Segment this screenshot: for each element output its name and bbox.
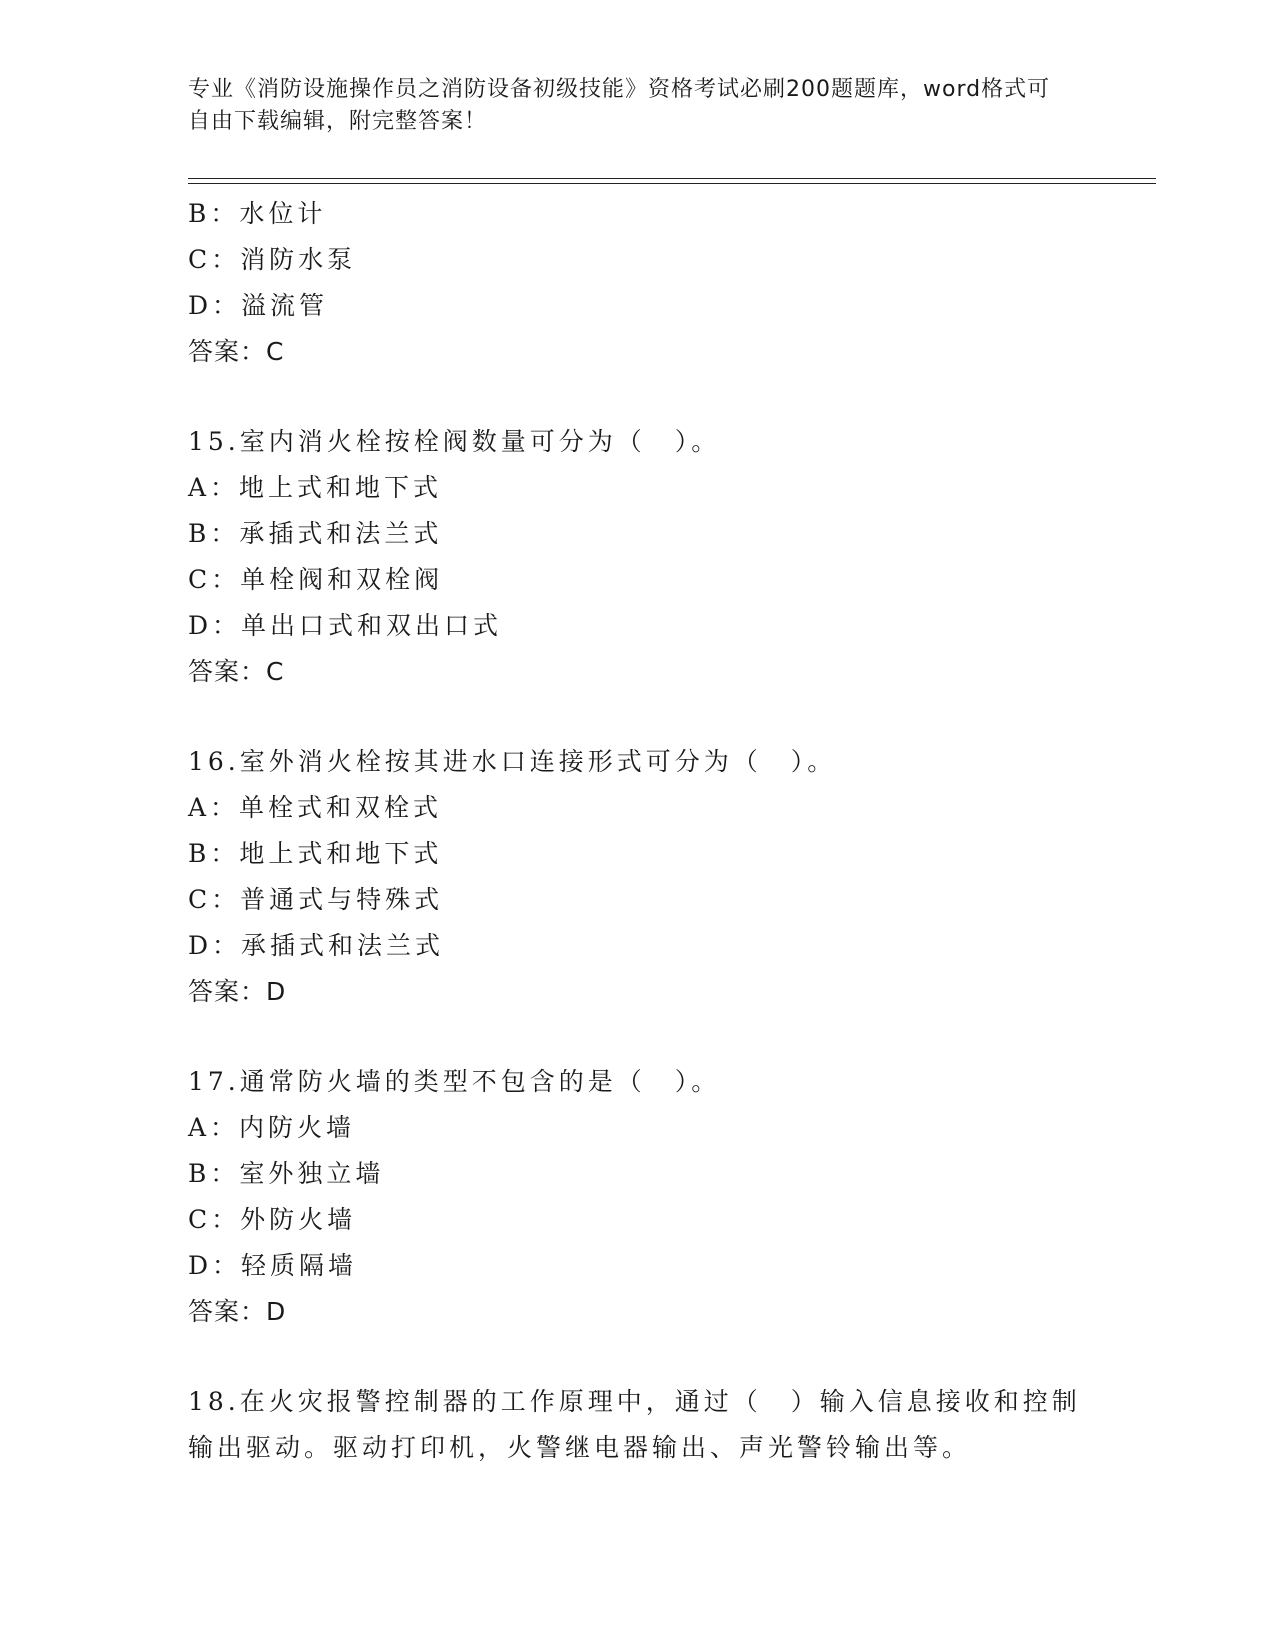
option-b: B：水位计 — [188, 199, 327, 228]
spacer — [188, 1335, 1088, 1379]
question-title: 17.通常防火墙的类型不包含的是（ ）。 — [188, 1067, 721, 1096]
question-title: 15.室内消火栓按栓阀数量可分为（ ）。 — [188, 427, 721, 456]
question-title: 16.室外消火栓按其进水口连接形式可分为（ ）。 — [188, 747, 837, 776]
answer: 答案：C — [188, 657, 285, 686]
question-15 — [188, 419, 1088, 695]
option-d: D：承插式和法兰式 — [188, 931, 445, 960]
answer: 答案：D — [188, 1297, 287, 1326]
option-c: C：单栓阀和双栓阀 — [188, 565, 444, 594]
option-b: B：地上式和地下式 — [188, 839, 443, 868]
option-b: B：室外独立墙 — [188, 1159, 385, 1188]
answer: 答案：D — [188, 977, 287, 1006]
option-b: B：承插式和法兰式 — [188, 519, 443, 548]
option-a: A：单栓式和双栓式 — [188, 793, 443, 822]
header-divider-bottom — [188, 183, 1156, 184]
option-c: C：普通式与特殊式 — [188, 885, 444, 914]
question-title-line-2: 输出驱动。驱动打印机，火警继电器输出、声光警铃输出等。 — [188, 1433, 972, 1462]
spacer — [188, 375, 1088, 419]
header-divider-top — [188, 178, 1156, 179]
spacer — [188, 1015, 1088, 1059]
header-text: 专业《消防设施操作员之消防设备初级技能》资格考试必刷200题题库，word格式可自由下载编辑，附完整答案！ — [188, 77, 1051, 134]
option-c: C：外防火墙 — [188, 1205, 357, 1234]
answer: 答案：C — [188, 337, 285, 366]
option-d: D：轻质隔墙 — [188, 1251, 358, 1280]
option-c: C：消防水泵 — [188, 245, 357, 274]
question-14-partial — [188, 191, 1088, 375]
option-a: A：内防火墙 — [188, 1113, 356, 1142]
question-17 — [188, 1059, 1088, 1335]
spacer — [188, 695, 1088, 739]
question-title-line-1: 18.在火灾报警控制器的工作原理中，通过（ ）输入信息接收和控制 — [188, 1387, 1081, 1416]
question-list — [188, 191, 1088, 1471]
option-a: A：地上式和地下式 — [188, 473, 443, 502]
question-18 — [188, 1379, 1088, 1471]
option-d: D：溢流管 — [188, 291, 329, 320]
document-header — [188, 74, 1068, 138]
option-d: D：单出口式和双出口式 — [188, 611, 503, 640]
question-16 — [188, 739, 1088, 1015]
